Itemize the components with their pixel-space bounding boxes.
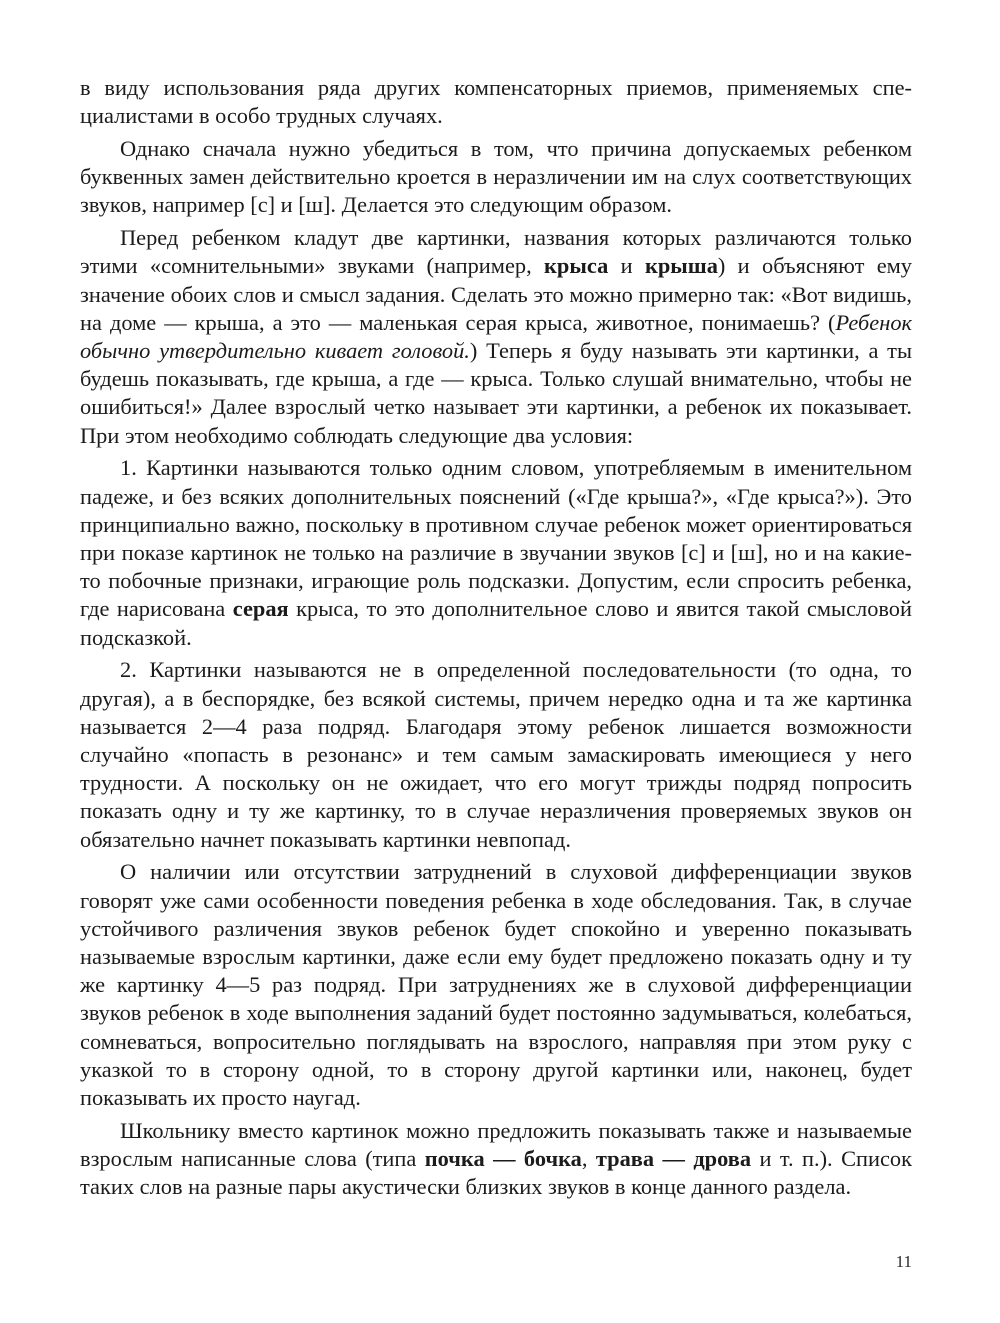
italic-remark: Ребенок обычно утвердительно кивает головой.: [80, 309, 912, 364]
bold-term: крыша: [644, 253, 718, 279]
bold-term: крыса: [544, 253, 609, 279]
paragraph-condition-2: 2. Картинки называются не в определенной последовательности (то одна, то другая), а в беспорядке, без всякой системы, причем нередко одна и та же картинка называется 2—4 раза подряд. Благодаря этому ребенок лишается возможности случайно «попасть в резонанс» и тем самым замаскировать имеющиеся у него трудности. А поскольку он не ожидает, что его могут трижды подряд попросить показать одну и ту же картинку, то в случае неразличения проверяемых звуков он обязательно начнет показывать картинки невпопад.: [80, 657, 912, 852]
paragraph-observation: О наличии или отсутствии затруднений в слуховой дифференциации звуков говорят уже сами особенности поведения ребенка в ходе обследования. Так, в случае устойчивого различения звуков ребенок будет спокойно и уверенно показывать называемые взрослым картинки, даже если ему будет предложено показать одну и ту же картинку 4—5 раз подряд. При затруднениях же в слуховой дифференциации звуков ребенок в ходе выполнения заданий будет постоянно задумываться, колебаться, сомневаться, вопросительно поглядывать на взрослого, направляя при этом руку с указкой то в сторону одной, то в сторону другой картинки или, наконец, будет показывать их просто наугад.: [80, 859, 912, 1111]
paragraph-schoolchild: Школьнику вместо картинок можно предложить показывать также и называемые взрослым написанные слова (типа почка — бочка, трава — дрова и т. п.). Список таких слов на разные пары акустически близких звуков в конце данного раздела.: [80, 1117, 912, 1200]
bold-term: серая: [232, 596, 289, 622]
bold-term: трава — дрова: [595, 1146, 752, 1172]
paragraph-verification-intro: Однако сначала нужно убедиться в том, что причина допускаемых ребенком буквенных замен действительно кроется в неразличении им на слух соответствующих звуков, например [с] и [ш]. Делается это следующим образом.: [80, 136, 912, 218]
page-number: 11: [895, 1252, 912, 1271]
paragraph-continuation: в виду использования ряда других компенсаторных приемов, применяемых специалистами в особо трудных случаях.: [80, 75, 912, 129]
document-body: [80, 74, 912, 1206]
paragraph-procedure: Перед ребенком кладут две картинки, названия которых различаются только этими «сомнительными» звуками (например, крыса и крыша) и объясняют ему значение обоих слов и смысл задания. Сделать это можно примерно так: «Вот видишь, на доме — крыша, а это — маленькая серая крыса, животное, понимаешь? (Ребенок обычно утвердительно кивает головой.) Теперь я буду называть эти картинки, а ты будешь показывать, где крыша, а где — крыса. Только слушай внимательно, чтобы не ошибиться!» Далее взрослый четко называет эти картинки, а ребенок их показывает. При этом необходимо соблюдать следующие два условия:: [80, 225, 912, 448]
paragraph-condition-1: 1. Картинки называются только одним словом, употребляемым в именительном падеже, и без всяких дополнительных пояснений («Где крыша?», «Где крыса?»). Это принципиально важно, поскольку в противном случае ребенок может ориентироваться при показе картинок не только на различие в звучании звуков [с] и [ш], но и на какие-то побочные признаки, играющие роль подсказки. Допустим, если спросить ребенка, где нарисована серая крыса, то это дополнительное слово и явится такой смысловой подсказкой.: [80, 455, 912, 650]
bold-term: почка — бочка: [424, 1146, 582, 1172]
